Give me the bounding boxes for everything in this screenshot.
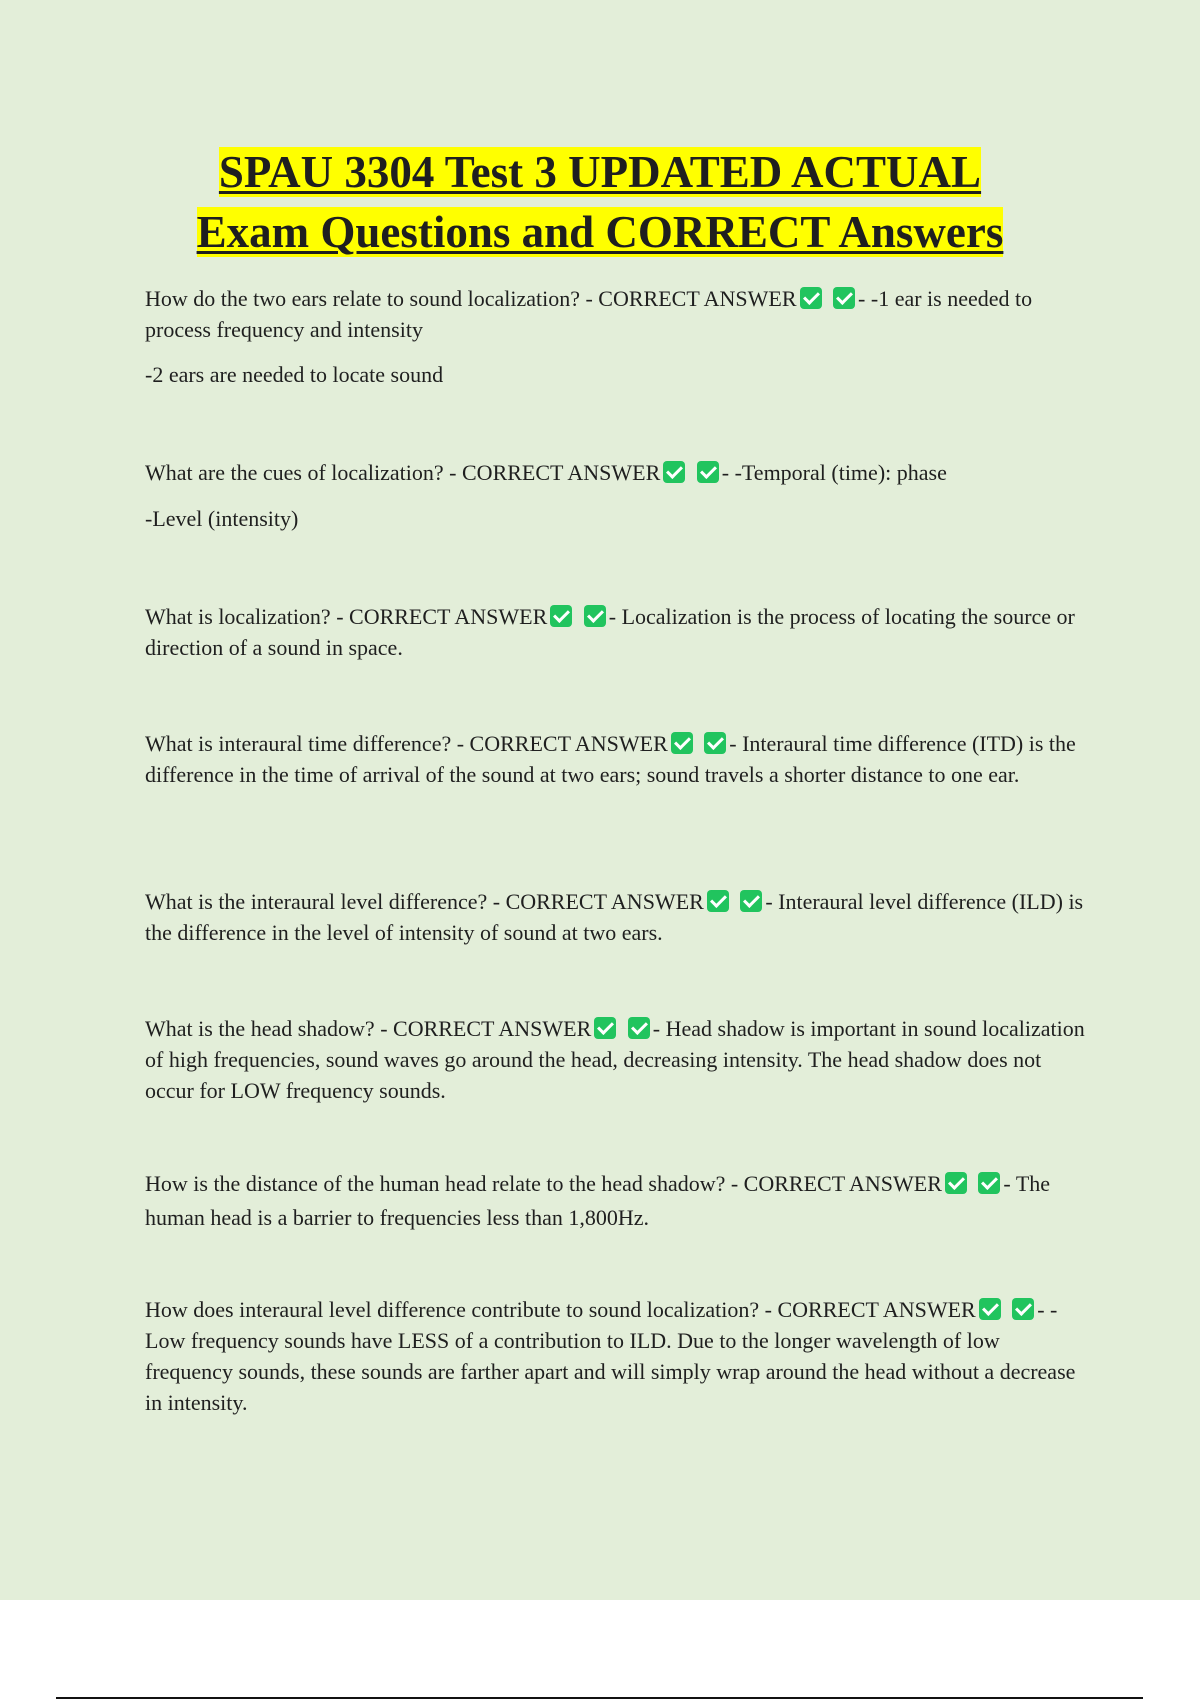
check-mark-icon (800, 287, 822, 309)
check-mark-icon (1012, 1298, 1034, 1320)
qa-item-7 (145, 1167, 1090, 1235)
question-text: What is the head shadow? - CORRECT ANSWER (145, 1016, 592, 1041)
qa-item-5 (145, 886, 1090, 948)
qa-item-8 (145, 1294, 1090, 1418)
check-mark-icon (697, 461, 719, 483)
title-line-1: SPAU 3304 Test 3 UPDATED ACTUAL (218, 147, 982, 197)
question-text: What is interaural time difference? - CORRECT ANSWER (145, 731, 668, 756)
qa-item-3 (145, 601, 1090, 663)
answer-text: - -Temporal (time): phase (721, 460, 947, 485)
check-mark-icon (594, 1017, 616, 1039)
document-title (0, 142, 1200, 262)
question-text: What is the interaural level difference? - CORRECT ANSWER (145, 889, 704, 914)
qa-item-2 (145, 457, 1090, 534)
answer-text: - -Low frequency sounds have LESS of a contribution to ILD. Due to the longer wavelength of low frequency sounds, these sounds are farther apart and will simply wrap around the head without a decrease in intensity. (145, 1297, 1076, 1415)
check-mark-icon (704, 732, 726, 754)
check-mark-icon (584, 605, 606, 627)
check-mark-icon (978, 1172, 1000, 1194)
answer-text: - -1 ear is needed to process frequency and intensity (145, 286, 1033, 342)
qa-item-4 (145, 728, 1090, 790)
footer-divider (56, 1697, 1143, 1699)
qa-item-6 (145, 1013, 1090, 1106)
check-mark-icon (833, 287, 855, 309)
question-text: What is localization? - CORRECT ANSWER (145, 604, 548, 629)
question-text: How does interaural level difference contribute to sound localization? - CORRECT ANSWER (145, 1297, 976, 1322)
check-mark-icon (707, 890, 729, 912)
answer-text: - Localization is the process of locating the source or direction of a sound in space. (145, 604, 1075, 660)
question-text: What are the cues of localization? - CORRECT ANSWER (145, 460, 661, 485)
check-mark-icon (663, 461, 685, 483)
title-line-2: Exam Questions and CORRECT Answers (196, 207, 1004, 257)
check-mark-icon (740, 890, 762, 912)
question-text: How do the two ears relate to sound localization? - CORRECT ANSWER (145, 286, 797, 311)
check-mark-icon (945, 1172, 967, 1194)
answer-text: - The human head is a barrier to frequencies less than 1,800Hz. (145, 1171, 1051, 1230)
answer-extra-text: -Level (intensity) (145, 506, 299, 531)
check-mark-icon (671, 732, 693, 754)
answer-extra-text: -2 ears are needed to locate sound (145, 362, 444, 387)
answer-text: - Interaural time difference (ITD) is the difference in the time of arrival of the sound at two ears; sound travels a shorter distance to one ear. (145, 731, 1076, 787)
qa-item-1 (145, 283, 1090, 390)
answer-text: - Interaural level difference (ILD) is the difference in the level of intensity of sound at two ears. (145, 889, 1084, 945)
check-mark-icon (628, 1017, 650, 1039)
question-text: How is the distance of the human head relate to the head shadow? - CORRECT ANSWER (145, 1171, 942, 1196)
check-mark-icon (979, 1298, 1001, 1320)
answer-text: - Head shadow is important in sound localization of high frequencies, sound waves go around the head, decreasing intensity. The head shadow does not occur for LOW frequency sounds. (145, 1016, 1085, 1103)
check-mark-icon (550, 605, 572, 627)
